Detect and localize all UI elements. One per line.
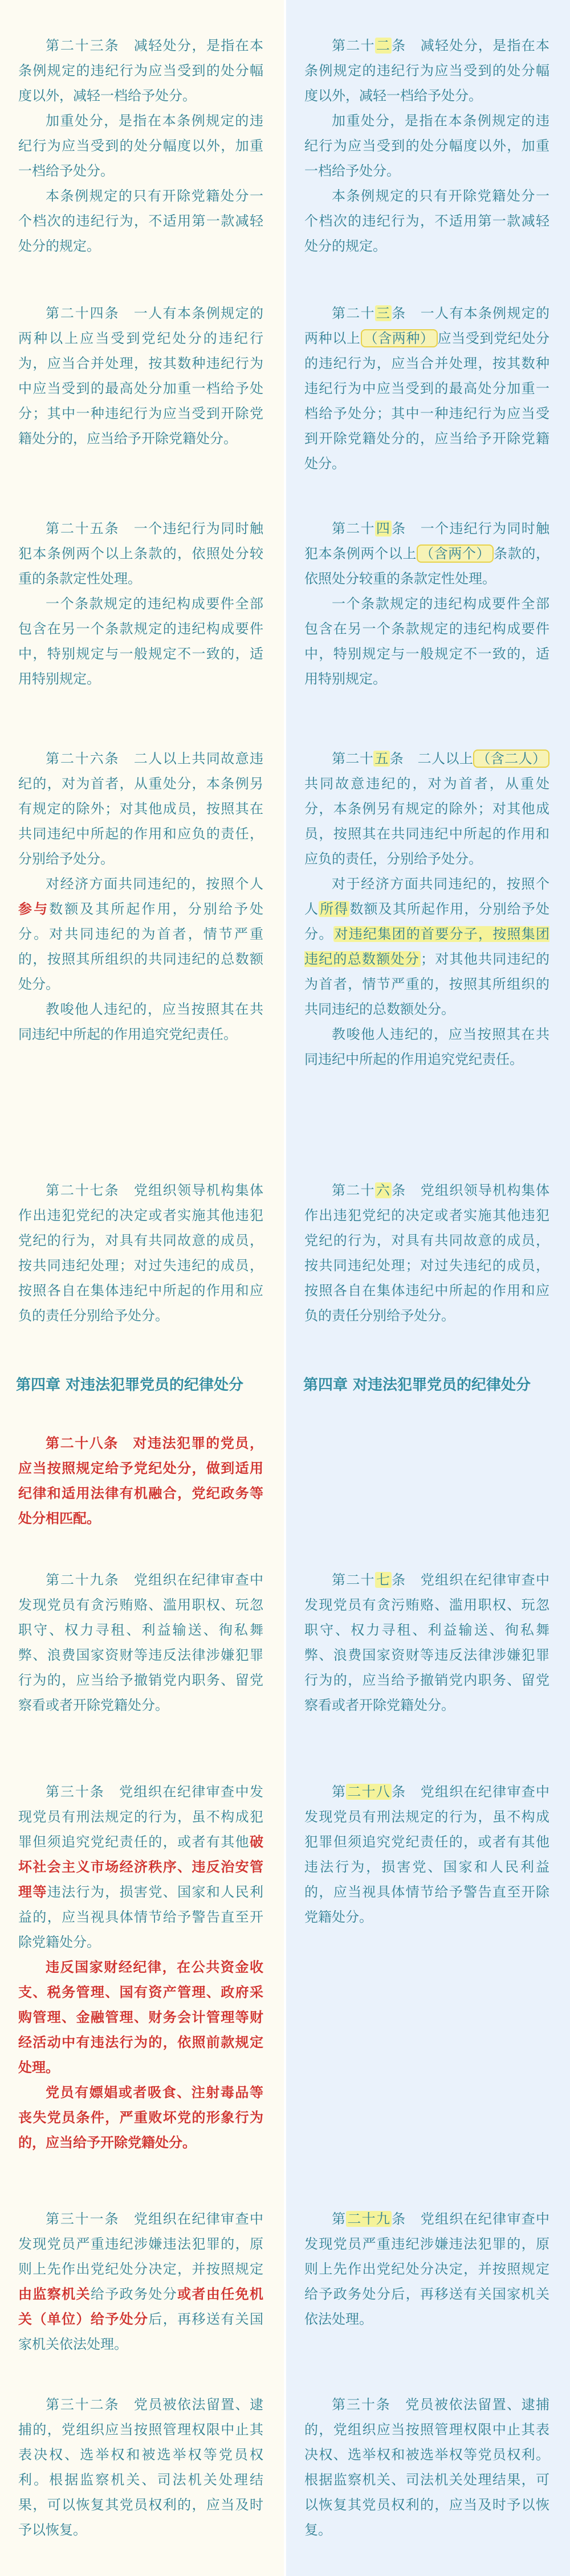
article-number: 第 xyxy=(332,1784,347,1800)
article-text: 党组织在纪律审查中发现党员有贪污贿赂、滥用职权、玩忽职守、权力寻租、利益输送、徇私舞弊、浪费国家资财等违反法律涉嫌犯罪行为的，应当给予撤销党内职务、留党察看或者开除党籍处分。 xyxy=(18,1572,264,1713)
article-number: 第 xyxy=(332,2211,347,2227)
article-number: 第二十 xyxy=(332,38,375,54)
left-article-24 xyxy=(18,301,263,451)
article-text: 对于经济方面共同违纪的，按照个人 xyxy=(304,876,549,917)
article-text: 减轻处分，是指在本条例规定的违纪行为应当受到的处分幅度以外，减轻一档给予处分。 xyxy=(304,38,550,104)
amended-text: 破坏社会主义市场经济秩序、违反治安管理等 xyxy=(18,1834,263,1900)
article-number: 第二十六条 xyxy=(46,751,120,767)
article-text: 一个违纪行为同时触犯本条例两个以上 xyxy=(304,521,550,562)
article-text: 违法行为，损害党、国家和人民利益的，应当视具体情节给予警告直至开除党籍处分。 xyxy=(18,1884,263,1950)
amended-text: 参与 xyxy=(18,901,50,917)
article-number: 第三十条 xyxy=(46,1784,105,1800)
right-article-22 xyxy=(304,33,549,259)
changed-number: 七 xyxy=(376,1572,391,1588)
right-article-25 xyxy=(304,746,549,1072)
article-number: 第二十 xyxy=(332,521,375,537)
article-text: 条款的，依照处分较重的条款定性处理。 xyxy=(304,546,549,587)
article-number: 条 xyxy=(389,751,404,767)
changed-number: 五 xyxy=(374,751,389,767)
right-article-28 xyxy=(304,1779,549,1930)
article-text: 共同故意违纪的，对为首者，从重处分，本条例另有规定的除外；对其他成员，按照其在共同违纪中所起的作用和应负的责任，分别给予处分。 xyxy=(304,776,549,867)
right-article-30 xyxy=(304,2392,549,2542)
right-article-26 xyxy=(304,1178,549,1328)
article-text: 二人以上共同故意违纪的，对为首者，从重处分，本条例另有规定的除外；对其他成员，按照其在共同违纪中所起的作用和应负的责任，分别给予处分。 xyxy=(18,751,264,867)
article-number: 条 xyxy=(392,1182,406,1198)
added-text-box: （含两个） xyxy=(417,544,494,563)
left-article-25 xyxy=(18,516,263,691)
article-text: 党组织领导机构集体作出违犯党纪的决定或者实施其他违犯党纪的行为，对具有共同故意的成员，按共同违纪处理；对过失违纪的成员，按照各自在集体违纪中所起的作用和应负的责任分别给予处分。 xyxy=(18,1182,264,1324)
article-text: 一人有本条例规定的两种以上 xyxy=(304,305,550,346)
article-number: 条 xyxy=(392,1572,406,1588)
article-paragraph: 教唆他人违纪的，应当按照其在共同违纪中所起的作用追究党纪责任。 xyxy=(18,1001,263,1042)
article-text: 党组织在纪律审查中发现党员有刑法规定的行为，虽不构成犯罪但须追究党纪责任的，或者有其他 xyxy=(18,1784,264,1850)
article-number: 条 xyxy=(392,2211,406,2227)
article-number: 第二十 xyxy=(332,751,374,767)
article-text: 对经济方面共同违纪的，按照个人 xyxy=(46,876,263,892)
left-article-27 xyxy=(18,1178,263,1328)
article-paragraph: 本条例规定的只有开除党籍处分一个档次的违纪行为，不适用第一款减轻处分的规定。 xyxy=(304,188,549,254)
changed-number: 二十九 xyxy=(347,2211,391,2227)
amended-text: 由监察机关 xyxy=(18,2286,91,2302)
article-number: 第二十九条 xyxy=(46,1572,120,1588)
article-text: 后，再移送有关国家机关依法处理。 xyxy=(18,2311,263,2352)
article-number: 第三十一条 xyxy=(46,2211,120,2227)
added-text-box: （含二人） xyxy=(473,750,549,768)
article-text: 党组织领导机构集体作出违犯党纪的决定或者实施其他违犯党纪的行为，对具有共同故意的成员，按共同违纪处理；对过失违纪的成员，按照各自在集体违纪中所起的作用和应负的责任分别给予处分。 xyxy=(304,1182,550,1324)
right-article-23 xyxy=(304,301,549,476)
article-text: 给予政务处分 xyxy=(90,2286,178,2302)
article-number: 第二十 xyxy=(332,1182,375,1198)
article-paragraph: 加重处分，是指在本条例规定的违纪行为应当受到的处分幅度以外，加重一档给予处分。 xyxy=(18,113,263,179)
changed-text: 对违纪集团的首要分子，按照集团违纪的总数额处分 xyxy=(304,926,549,967)
amended-text: 或者由任免机关（单位）给予处分 xyxy=(18,2286,263,2327)
right-article-27 xyxy=(304,1567,549,1718)
changed-number: 二 xyxy=(376,38,391,54)
article-number: 第二十 xyxy=(332,305,375,321)
article-text: 党组织在纪律审查中发现党员有刑法规定的行为，虽不构成犯罪但须追究党纪责任的，或者有其他违法行为，损害党、国家和人民利益的，应当视具体情节给予警告直至开除党籍处分。 xyxy=(304,1784,550,1925)
article-number: 第二十四条 xyxy=(46,305,120,321)
added-text-box: （含两种） xyxy=(361,329,438,347)
changed-text: 所得 xyxy=(320,901,349,917)
article-number: 条 xyxy=(392,521,406,537)
article-number: 第三十条 xyxy=(332,2397,391,2413)
article-number: 条 xyxy=(392,305,406,321)
left-article-26 xyxy=(18,746,263,1047)
article-number: 第二十 xyxy=(332,1572,375,1588)
left-chapter-heading: 第四章 对违法犯罪党员的纪律处分 xyxy=(16,1377,244,1394)
article-text: 党组织在纪律审查中发现党员严重违纪涉嫌违法犯罪的，原则上先作出党纪处分决定，并按照规定 xyxy=(18,2211,264,2277)
left-article-30 xyxy=(18,1779,263,2155)
changed-number: 六 xyxy=(376,1182,391,1198)
article-text: 数额及其所起作用，分别给予处分。 xyxy=(304,901,549,942)
article-text: 减轻处分，是指在本条例规定的违纪行为应当受到的处分幅度以外，减轻一档给予处分。 xyxy=(18,38,264,104)
article-text: 二人以上 xyxy=(417,751,474,767)
article-paragraph: 本条例规定的只有开除党籍处分一个档次的违纪行为，不适用第一款减轻处分的规定。 xyxy=(18,188,263,254)
left-article-32 xyxy=(18,2392,263,2542)
left-article-31 xyxy=(18,2206,263,2357)
changed-number: 四 xyxy=(376,521,391,537)
article-text: 一个违纪行为同时触犯本条例两个以上条款的，依照处分较重的条款定性处理。 xyxy=(18,521,264,587)
article-text: 数额及其所起作用，分别给予处分。对共同违纪的为首者，情节严重的，按照其所组织的共同违纪的总数额处分。 xyxy=(18,901,264,992)
article-text: 党组织在纪律审查中发现党员严重违纪涉嫌违法犯罪的，原则上先作出党纪处分决定，并按照规定给予政务处分后，再移送有关国家机关依法处理。 xyxy=(304,2211,550,2327)
article-text: 党员被依法留置、逮捕的，党组织应当按照管理权限中止其表决权、选举权和被选举权等党员权利。根据监察机关、司法机关处理结果，可以恢复其党员权利的，应当及时予以恢复。 xyxy=(18,2397,264,2538)
new-article-text: 第二十八条 对违法犯罪的党员，应当按照规定给予党纪处分，做到适用纪律和适用法律有机融合，党纪政务等处分相匹配。 xyxy=(18,1435,263,1526)
article-text: 一人有本条例规定的两种以上应当受到党纪处分的违纪行为，应当合并处理，按其数种违纪行为中应当受到的最高处分加重一档给予处分；其中一种违纪行为应当受到开除党籍处分的，应当给予开除党籍处分。 xyxy=(18,305,264,447)
article-text: 党员被依法留置、逮捕的，党组织应当按照管理权限中止其表决权、选举权和被选举权等党员权利。根据监察机关、司法机关处理结果，可以恢复其党员权利的，应当及时予以恢复。 xyxy=(304,2397,550,2538)
article-paragraph: 加重处分，是指在本条例规定的违纪行为应当受到的处分幅度以外，加重一档给予处分。 xyxy=(304,113,549,179)
new-paragraph: 违反国家财经纪律，在公共资金收支、税务管理、国有资产管理、政府采购管理、金融管理、财务会计管理等财经活动中有违法行为的，依照前款规定处理。 xyxy=(18,1959,263,2075)
changed-number: 二十八 xyxy=(347,1784,391,1800)
article-number: 第二十三条 xyxy=(46,38,120,54)
left-article-28 xyxy=(18,1431,263,1531)
new-paragraph: 党员有嫖娼或者吸食、注射毒品等丧失党员条件，严重败坏党的形象行为的，应当给予开除党籍处分。 xyxy=(18,2084,263,2151)
right-article-29 xyxy=(304,2206,549,2332)
left-article-29 xyxy=(18,1567,263,1718)
article-paragraph: 一个条款规定的违纪构成要件全部包含在另一个条款规定的违纪构成要件中，特别规定与一般规定不一致的，适用特别规定。 xyxy=(304,596,549,687)
article-number: 第二十七条 xyxy=(46,1182,120,1198)
changed-number: 三 xyxy=(376,305,391,321)
right-article-24 xyxy=(304,516,549,691)
article-paragraph: 一个条款规定的违纪构成要件全部包含在另一个条款规定的违纪构成要件中，特别规定与一般规定不一致的，适用特别规定。 xyxy=(18,596,263,687)
article-text: 应当受到党纪处分的违纪行为，应当合并处理，按其数种违纪行为中应当受到的最高处分加重一档给予处分；其中一种违纪行为应当受到开除党籍处分的，应当给予开除党籍处分。 xyxy=(304,330,549,472)
article-number: 第三十二条 xyxy=(46,2397,120,2413)
article-number: 第二十五条 xyxy=(46,521,120,537)
article-text: ；对其他共同违纪的为首者，情节严重的，按照其所组织的共同违纪的总数额处分。 xyxy=(304,951,549,1017)
right-chapter-heading: 第四章 对违法犯罪党员的纪律处分 xyxy=(303,1377,531,1394)
article-paragraph: 教唆他人违纪的，应当按照其在共同违纪中所起的作用追究党纪责任。 xyxy=(304,1026,549,1067)
article-number: 条 xyxy=(392,38,406,54)
left-article-23 xyxy=(18,33,263,259)
article-text: 党组织在纪律审查中发现党员有贪污贿赂、滥用职权、玩忽职守、权力寻租、利益输送、徇私舞弊、浪费国家资财等违反法律涉嫌犯罪行为的，应当给予撤销党内职务、留党察看或者开除党籍处分。 xyxy=(304,1572,550,1713)
article-number: 条 xyxy=(392,1784,406,1800)
